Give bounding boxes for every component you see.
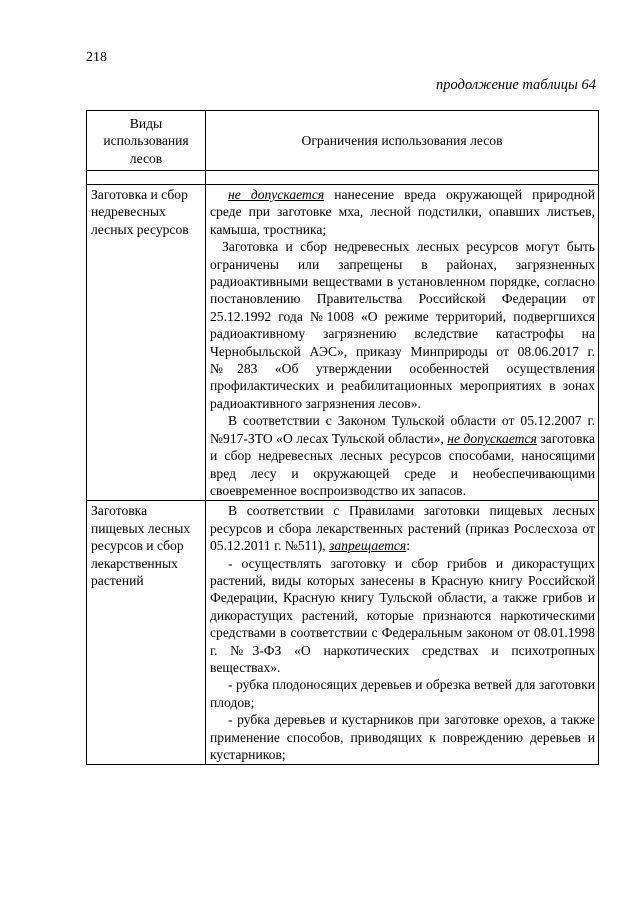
- emphasis-text: не допускается: [447, 430, 537, 446]
- emphasis-text: не допускается: [228, 187, 325, 202]
- paragraph-text: нанесение вреда окружающей природной среде при заготовке мха, лесной подстилки, опавших листьев, камыша, тростника;: [210, 187, 595, 237]
- table-spacer-row: [87, 171, 599, 185]
- restrictions-table: [86, 110, 599, 765]
- usage-type-cell: Заготовка пищевых лесных ресурсов и сбор лекарственных растений: [87, 501, 206, 765]
- spacer-cell: [87, 171, 206, 185]
- header-restrictions: Ограничения использования лесов: [206, 111, 599, 171]
- restriction-paragraph: Заготовка и сбор недревесных лесных ресурсов могут быть ограничены или запрещены в районах, загрязненных радиоактивными веществами в установленном порядке, согласно постановлению Правительства Российской Федерации от 25.12.1992 года №1008 «О режиме территорий, подвергшихся радиоактивному загрязнению вследствие катастрофы на Чернобыльской АЭС», приказу Минприроды от 08.06.2017 г. №283 «Об утверждении особенностей осуществления профилактических и реабилитационных мероприятиях в зонах радиоактивного загрязнения лесов».: [210, 239, 595, 411]
- table-row: [87, 185, 599, 501]
- restriction-paragraph: [210, 186, 595, 238]
- usage-type-cell: Заготовка и сбор недревесных лесных ресурсов: [87, 185, 206, 501]
- paragraph-text: :: [406, 538, 411, 554]
- table-continuation-caption: продолжение таблицы 64: [436, 77, 596, 93]
- restriction-cell: [206, 501, 599, 765]
- restriction-paragraph: - рубка деревьев и кустарников при заготовке орехов, а также применение способов, приводящих к повреждению деревьев и кустарников;: [210, 712, 595, 762]
- paragraph-text: заготовка и сбор недревесных лесных ресурсов способами, наносящими вред лесу и окружающей среде и необеспечивающими своевременное воспроизводство их запасов.: [210, 430, 595, 498]
- table-header-row: [87, 111, 599, 171]
- page-number: 218: [86, 50, 107, 65]
- restriction-cell: [206, 185, 599, 501]
- emphasis-text: запрещается: [329, 538, 407, 554]
- restriction-paragraph: - рубка плодоносящих деревьев и обрезка ветвей для заготовки плодов;: [210, 677, 595, 710]
- table-row: [87, 501, 599, 765]
- restriction-paragraph: [210, 412, 595, 499]
- restriction-paragraph: - осуществлять заготовку и сбор грибов и дикорастущих растений, виды которых занесены в Красную книгу Российской Федерации, Красную книгу Тульской области, а также грибов и дикорастущих растений, которые признаются наркотическими средствами в соответствии с Федеральным законом от 08.01.1998 г. №3-ФЗ «О наркотических средствах и психотропных веществах».: [210, 555, 595, 675]
- spacer-cell: [206, 171, 599, 185]
- header-usage-types: Виды использования лесов: [87, 111, 206, 171]
- paragraph-text: В соответствии с Правилами заготовки пищевых лесных ресурсов и сбора лекарственных растений (приказ Рослесхоза от 05.12.2011 г. №511),: [210, 503, 595, 554]
- paragraph-text: В соответствии с Законом Тульской области от 05.12.2007 г. №917-ЗТО «О лесах Тульской области»,: [210, 413, 595, 446]
- restriction-paragraph: [210, 502, 595, 554]
